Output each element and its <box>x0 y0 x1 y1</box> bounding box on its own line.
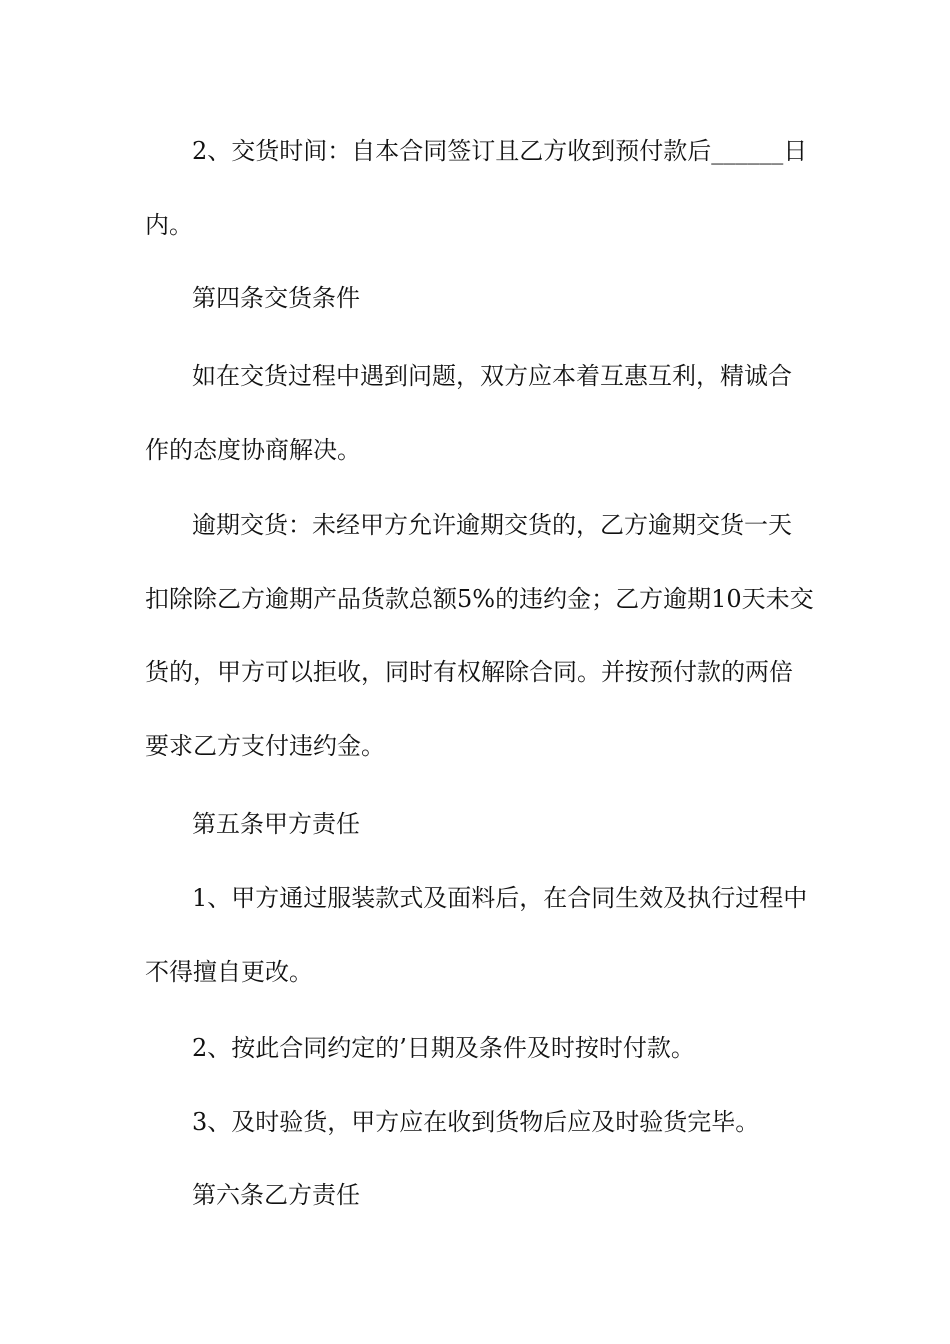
text-line: 1、甲方通过服装款式及面料后，在合同生效及执行过程中 <box>192 884 808 912</box>
paragraph-late-delivery <box>145 489 814 783</box>
paragraph-delivery-time <box>145 115 808 262</box>
text-line: 扣除除乙方逾期产品货款总额5%的违约金；乙方逾期10天未交 <box>145 584 814 613</box>
text-line: 如在交货过程中遇到问题，双方应本着互惠互利，精诚合 <box>192 362 792 390</box>
text-line: 逾期交货：未经甲方允许逾期交货的，乙方逾期交货一天 <box>192 511 792 539</box>
paragraph-party-a-duty-2 <box>145 1012 805 1086</box>
text-line: 2、交货时间：自本合同签订且乙方收到预付款后______日 <box>192 137 808 165</box>
paragraph-party-a-duty-3 <box>145 1086 805 1160</box>
text-line: 2、按此合同约定的’日期及条件及时按时付款。 <box>192 1034 695 1062</box>
section-heading-article-4: 第四条交货条件 <box>192 284 360 312</box>
text-line: 货的，甲方可以拒收，同时有权解除合同。并按预付款的两倍 <box>145 658 793 686</box>
section-heading-article-6: 第六条乙方责任 <box>192 1181 360 1209</box>
section-heading-article-5: 第五条甲方责任 <box>192 810 360 838</box>
text-line: 不得擅自更改。 <box>145 957 313 986</box>
paragraph-party-a-duty-1 <box>145 862 808 1009</box>
text-line: 内。 <box>145 210 193 239</box>
paragraph-delivery-issues <box>145 340 805 487</box>
text-line: 作的态度协商解决。 <box>145 435 361 464</box>
text-line: 要求乙方支付违约金。 <box>145 731 385 760</box>
text-line: 3、及时验货，甲方应在收到货物后应及时验货完毕。 <box>192 1108 760 1136</box>
